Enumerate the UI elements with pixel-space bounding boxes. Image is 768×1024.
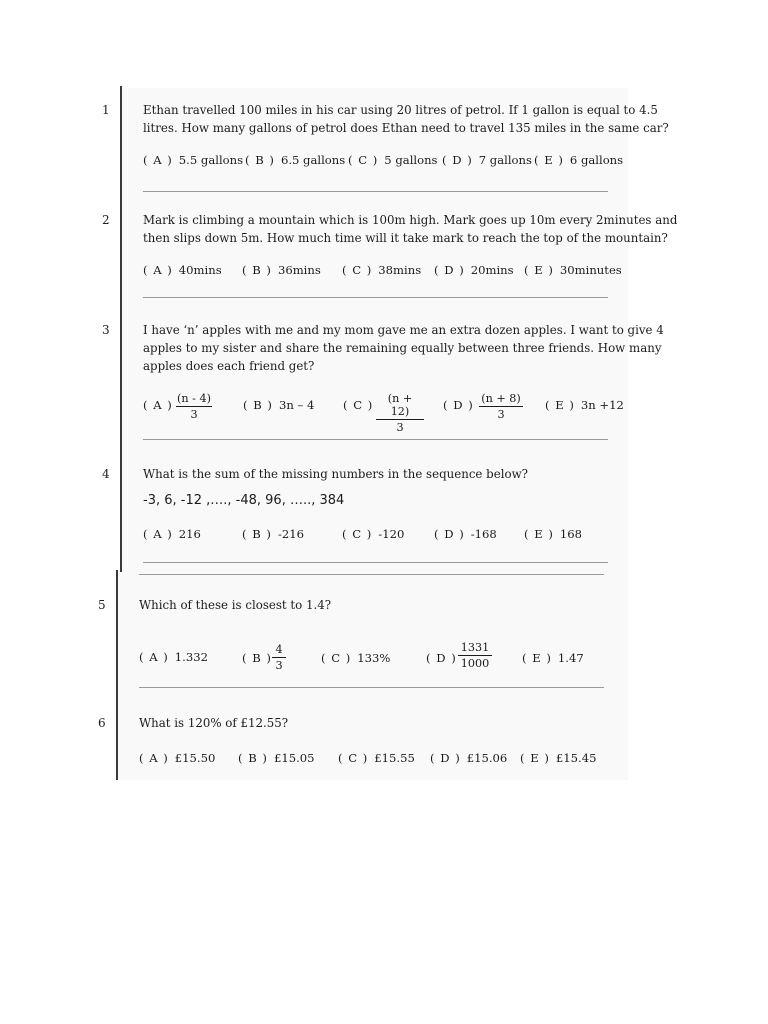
question-number: 6	[98, 716, 106, 730]
option-a[interactable]: ( A ) 5.5 gallons	[143, 153, 244, 167]
option-b[interactable]: ( B )	[242, 651, 272, 665]
separator	[143, 439, 608, 440]
margin-rule	[116, 570, 118, 780]
option-a[interactable]: ( A ) 1.332	[139, 650, 208, 664]
option-a[interactable]: ( A ) 40mins	[143, 263, 222, 277]
question-text-line: litres. How many gallons of petrol does Ethan need to travel 135 miles in the same car?	[143, 121, 669, 135]
fraction: $\frac{(n + 12)}{3}$	[376, 392, 424, 434]
question-text-line: apples does each friend get?	[143, 359, 315, 373]
fraction: $\frac{(n - 4)}{3}$	[177, 392, 211, 421]
option-b[interactable]: ( B ) -216	[242, 527, 304, 541]
option-c[interactable]: ( C ) 38mins	[342, 263, 422, 277]
option-e[interactable]: ( E ) 168	[524, 527, 583, 541]
option-c[interactable]: ( C ) 133%	[321, 651, 391, 665]
question-text-line: then slips down 5m. How much time will it take mark to reach the top of the mountain?	[143, 231, 668, 245]
separator	[139, 574, 604, 575]
question-number: 2	[102, 213, 110, 227]
separator	[139, 687, 604, 688]
question-text-line: What is 120% of £12.55?	[139, 716, 289, 730]
question-text-line: Mark is climbing a mountain which is 100m high. Mark goes up 10m every 2minutes and	[143, 213, 678, 227]
question-number: 4	[102, 467, 110, 481]
option-e[interactable]: ( E ) 3n +12	[545, 398, 624, 412]
option-d[interactable]: ( D )	[443, 398, 474, 412]
option-d[interactable]: ( D )	[426, 651, 457, 665]
option-c[interactable]: ( C )	[343, 398, 374, 412]
question-number: 1	[102, 103, 110, 117]
option-b[interactable]: ( B ) £15.05	[238, 751, 315, 765]
option-b[interactable]: ( B ) 3n – 4	[243, 398, 315, 412]
fraction: $\frac{1331}{1000}$	[458, 641, 492, 670]
option-b[interactable]: ( B ) 36mins	[242, 263, 321, 277]
number-sequence: -3, 6, -12 ,…., -48, 96, ….., 384	[143, 493, 345, 508]
option-e[interactable]: ( E ) 1.47	[522, 651, 584, 665]
option-c[interactable]: ( C ) -120	[342, 527, 405, 541]
option-a[interactable]: ( A ) 216	[143, 527, 201, 541]
question-text-line: Ethan travelled 100 miles in his car using 20 litres of petrol. If 1 gallon is equal to 4.5	[143, 103, 658, 117]
question-text-line: What is the sum of the missing numbers in the sequence below?	[143, 467, 528, 481]
option-c[interactable]: ( C ) 5 gallons	[348, 153, 438, 167]
option-d[interactable]: ( D ) 7 gallons	[442, 153, 532, 167]
option-c[interactable]: ( C ) £15.55	[338, 751, 415, 765]
option-e[interactable]: ( E ) 6 gallons	[534, 153, 624, 167]
question-text-line: I have ‘n’ apples with me and my mom gave me an extra dozen apples. I want to give 4	[143, 323, 664, 337]
question-number: 5	[98, 598, 106, 612]
margin-rule	[120, 86, 122, 572]
separator	[143, 297, 608, 298]
option-d[interactable]: ( D ) 20mins	[434, 263, 514, 277]
question-number: 3	[102, 323, 110, 337]
separator	[143, 191, 608, 192]
separator	[143, 562, 608, 563]
question-text-line: Which of these is closest to 1.4?	[139, 598, 332, 612]
option-e[interactable]: ( E ) 30minutes	[524, 263, 622, 277]
fraction: $\frac{4}{3}$	[272, 643, 286, 672]
fraction: $\frac{(n + 8)}{3}$	[479, 392, 523, 421]
option-e[interactable]: ( E ) £15.45	[520, 751, 597, 765]
option-d[interactable]: ( D ) -168	[434, 527, 497, 541]
option-a[interactable]: ( A )	[143, 398, 173, 412]
question-text-line: apples to my sister and share the remaining equally between three friends. How many	[143, 341, 662, 355]
option-a[interactable]: ( A ) £15.50	[139, 751, 216, 765]
option-d[interactable]: ( D ) £15.06	[430, 751, 508, 765]
option-b[interactable]: ( B ) 6.5 gallons	[245, 153, 346, 167]
